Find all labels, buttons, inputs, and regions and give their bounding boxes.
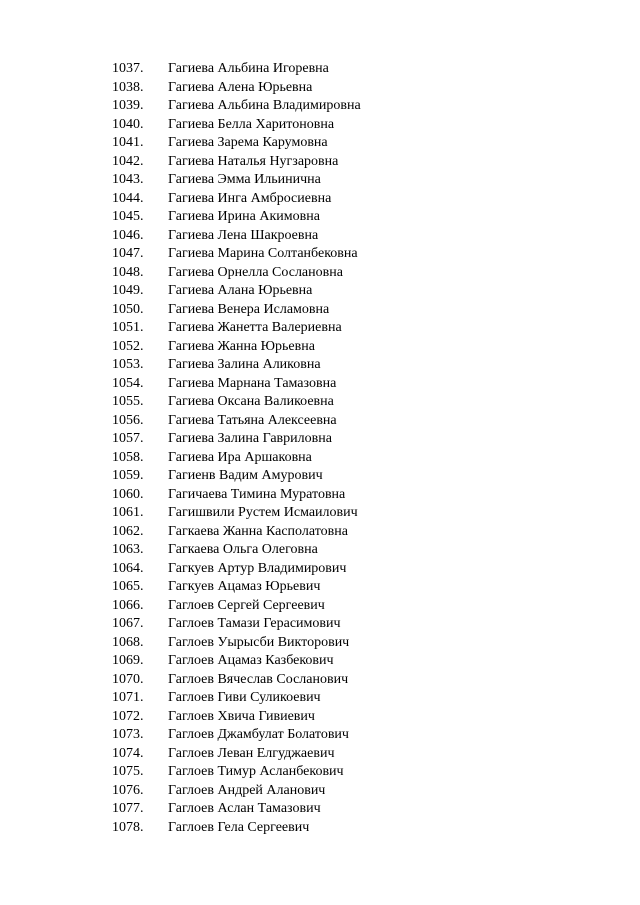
entry-number: 1058. (112, 449, 144, 465)
entry-number: 1045. (112, 209, 144, 224)
entry-full-name: Гаглоев Гела Сергеевич (168, 819, 310, 835)
entry-full-name: Гагиева Наталья Нугзаровна (168, 153, 339, 169)
list-item (0, 264, 640, 283)
list-item (0, 800, 640, 819)
list-item (0, 171, 640, 190)
entry-number: 1053. (112, 357, 144, 372)
entry-full-name: Гагиева Жанетта Валериевна (168, 320, 342, 335)
entry-full-name: Гаглоев Леван Елгуджаевич (168, 745, 335, 761)
list-item (0, 319, 640, 338)
entry-number: 1038. (112, 79, 144, 95)
entry-full-name: Гагкуев Ацамаз Юрьевич (168, 579, 321, 594)
list-item (0, 153, 640, 172)
entry-number: 1067. (112, 616, 144, 631)
list-item (0, 97, 640, 116)
entry-number: 1070. (112, 671, 144, 687)
entry-full-name: Гагкуев Артур Владимирович (168, 560, 347, 576)
entry-full-name: Гаглоев Тамази Герасимович (168, 616, 341, 631)
entry-full-name: Гаглоев Тимур Асланбекович (168, 764, 344, 779)
entry-full-name: Гагиенв Вадим Амурович (168, 468, 323, 483)
list-item (0, 301, 640, 320)
list-item (0, 60, 640, 79)
entry-full-name: Гаглоев Джамбулат Болатович (168, 727, 349, 742)
list-item (0, 375, 640, 394)
entry-full-name: Гагиева Эмма Ильинична (168, 172, 321, 187)
entry-number: 1064. (112, 560, 144, 576)
list-item (0, 597, 640, 616)
entry-number: 1068. (112, 634, 144, 650)
entry-number: 1062. (112, 523, 144, 539)
entry-full-name: Гаглоев Гиви Суликоевич (168, 690, 321, 705)
entry-number: 1051. (112, 320, 144, 335)
list-item (0, 689, 640, 708)
entry-full-name: Гагкаева Жанна Касполатовна (168, 523, 348, 539)
list-item (0, 726, 640, 745)
entry-number: 1055. (112, 394, 144, 409)
entry-number: 1061. (112, 505, 144, 520)
entry-full-name: Гагиева Залина Гавриловна (168, 431, 332, 446)
entry-number: 1042. (112, 153, 144, 169)
entry-full-name: Гагиева Инга Амбросиевна (168, 190, 332, 206)
list-item (0, 745, 640, 764)
list-item (0, 652, 640, 671)
list-item (0, 393, 640, 412)
entry-number: 1039. (112, 98, 144, 113)
entry-number: 1066. (112, 597, 144, 613)
entry-full-name: Гаглоев Сергей Сергеевич (168, 597, 325, 613)
list-item (0, 116, 640, 135)
list-item (0, 560, 640, 579)
entry-number: 1046. (112, 227, 144, 243)
entry-number: 1072. (112, 708, 144, 724)
entry-full-name: Гаглоев Вячеслав Сосланович (168, 671, 349, 687)
entry-full-name: Гаглоев Андрей Аланович (168, 782, 326, 798)
list-item (0, 486, 640, 505)
entry-number: 1056. (112, 412, 144, 428)
list-item (0, 708, 640, 727)
entry-number: 1048. (112, 264, 144, 280)
list-item (0, 763, 640, 782)
entry-number: 1078. (112, 819, 144, 835)
entry-full-name: Гагиева Зарема Карумовна (168, 135, 328, 150)
entry-full-name: Гаглоев Уырысби Викторович (168, 634, 350, 650)
list-item (0, 504, 640, 523)
entry-number: 1073. (112, 727, 144, 742)
entry-full-name: Гагиева Ирина Акимовна (168, 209, 320, 224)
entry-full-name: Гаглоев Ацамаз Казбекович (168, 653, 334, 668)
entry-full-name: Гагишвили Рустем Исмаилович (168, 505, 358, 520)
entry-full-name: Гагиева Марнана Тамазовна (168, 375, 337, 391)
entry-number: 1060. (112, 486, 144, 502)
entry-full-name: Гагкаева Ольга Олеговна (168, 542, 318, 557)
entry-number: 1059. (112, 468, 144, 483)
entry-full-name: Гагиева Алена Юрьевна (168, 79, 313, 95)
entry-number: 1057. (112, 431, 144, 446)
entry-number: 1040. (112, 116, 144, 132)
list-item (0, 134, 640, 153)
entry-number: 1074. (112, 745, 144, 761)
list-item (0, 208, 640, 227)
list-item (0, 282, 640, 301)
list-item (0, 245, 640, 264)
entry-full-name: Гагиева Оксана Валикоевна (168, 394, 334, 409)
list-item (0, 782, 640, 801)
entry-full-name: Гагичаева Тимина Муратовна (168, 486, 346, 502)
entry-number: 1054. (112, 375, 144, 391)
entry-number: 1047. (112, 246, 144, 261)
list-item (0, 671, 640, 690)
entry-number: 1052. (112, 338, 144, 354)
entry-number: 1075. (112, 764, 144, 779)
list-item (0, 541, 640, 560)
list-item (0, 449, 640, 468)
entry-number: 1071. (112, 690, 144, 705)
entry-full-name: Гагиева Белла Харитоновна (168, 116, 335, 132)
list-item (0, 412, 640, 431)
list-item (0, 79, 640, 98)
entry-full-name: Гагиева Жанна Юрьевна (168, 338, 315, 354)
entry-full-name: Гагиева Алана Юрьевна (168, 283, 313, 298)
entry-number: 1050. (112, 301, 144, 317)
entry-full-name: Гагиева Залина Аликовна (168, 357, 321, 372)
list-item (0, 430, 640, 449)
list-item (0, 338, 640, 357)
entry-number: 1065. (112, 579, 144, 594)
entry-full-name: Гагиева Лена Шакроевна (168, 227, 319, 243)
entry-number: 1076. (112, 782, 144, 798)
entry-number: 1069. (112, 653, 144, 668)
entry-number: 1041. (112, 135, 144, 150)
name-list (0, 60, 640, 837)
list-item (0, 523, 640, 542)
list-item (0, 190, 640, 209)
entry-full-name: Гагиева Татьяна Алексеевна (168, 412, 337, 428)
entry-full-name: Гагиева Венера Исламовна (168, 301, 330, 317)
entry-full-name: Гагиева Марина Солтанбековна (168, 246, 358, 261)
entry-full-name: Гагиева Альбина Игоревна (168, 61, 329, 76)
list-item (0, 356, 640, 375)
entry-number: 1077. (112, 801, 144, 816)
entry-number: 1063. (112, 542, 144, 557)
entry-full-name: Гаглоев Аслан Тамазович (168, 801, 321, 816)
entry-full-name: Гагиева Ира Аршаковна (168, 449, 312, 465)
entry-number: 1044. (112, 190, 144, 206)
entry-number: 1037. (112, 61, 144, 76)
entry-full-name: Гаглоев Хвича Гивиевич (168, 708, 315, 724)
list-item (0, 227, 640, 246)
list-item (0, 467, 640, 486)
list-item (0, 634, 640, 653)
list-item (0, 578, 640, 597)
entry-full-name: Гагиева Орнелла Сослановна (168, 264, 343, 280)
entry-number: 1043. (112, 172, 144, 187)
list-item (0, 819, 640, 838)
entry-number: 1049. (112, 283, 144, 298)
list-item (0, 615, 640, 634)
entry-full-name: Гагиева Альбина Владимировна (168, 98, 361, 113)
